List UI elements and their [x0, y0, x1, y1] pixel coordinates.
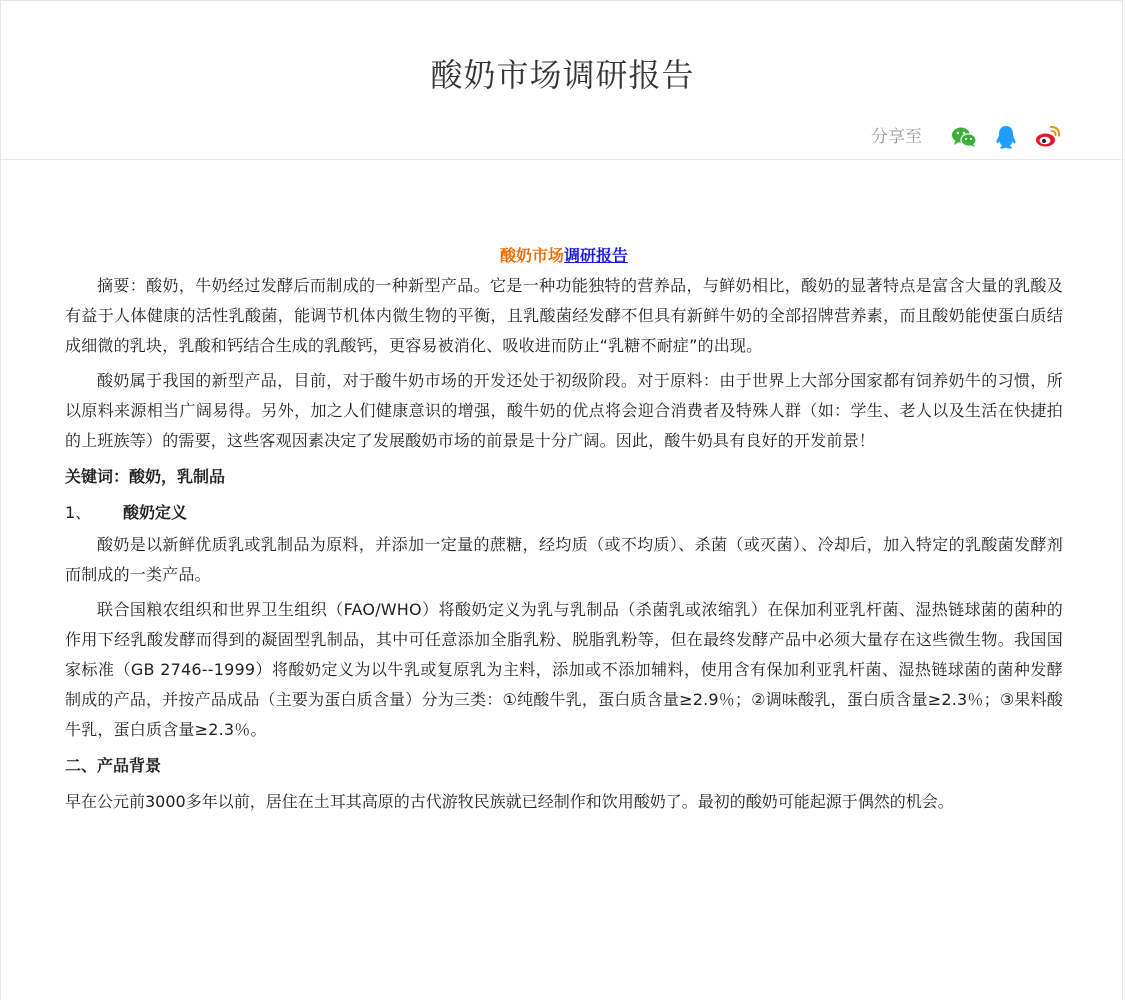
share-label: 分享至: [871, 127, 922, 147]
section2-title: 二、产品背景: [65, 756, 162, 775]
section1-heading: [65, 498, 1063, 528]
article-content: [65, 241, 1063, 817]
intro-paragraph: 酸奶属于我国的新型产品，目前，对于酸牛奶市场的开发还处于初级阶段。对于原料：由于世界上大部分国家都有饲养奶牛的习惯，所以原料来源相当广阔易得。另外，加之人们健康意识的增强，酸牛奶的优点将会迎合消费者及特殊人群（如：学生、老人以及生活在快捷拍的上班族等）的需要，这些客观因素决定了发展酸奶市场的前景是十分广阔。因此，酸牛奶具有良好的开发前景！: [65, 371, 1063, 450]
article-title: [65, 241, 1063, 271]
definition-paragraph: 酸奶是以新鲜优质乳或乳制品为原料，并添加一定量的蔗糖，经均质（或不均质）、杀菌（或灭菌）、冷却后，加入特定的乳酸菌发酵剂而制成的一类产品。: [65, 535, 1063, 584]
keywords-line: 关键词：酸奶，乳制品: [65, 467, 226, 486]
article-title-part1: 酸奶市场: [499, 246, 564, 265]
section1-title: 酸奶定义: [123, 503, 188, 522]
page-title: 酸奶市场调研报告: [430, 56, 695, 94]
fao-who-paragraph: 联合国粮农组织和世界卫生组织（FAO/WHO）将酸奶定义为乳与乳制品（杀菌乳或浓缩乳）在保加利亚乳杆菌、湿热链球菌的菌种的作用下经乳酸发酵而得到的凝固型乳制品，其中可任意添加全脂乳粉、脱脂乳粉等，但在最终发酵产品中必须大量存在这些微生物。我国国家标准（GB 2746--1999）将酸奶定义为以牛乳或复原乳为主料，添加或不添加辅料，使用含有保加利亚乳杆菌、湿热链球菌的菌种发酵制成的产品，并按产品成品（主要为蛋白质含量）分为三类：①纯酸牛乳，蛋白质含量≥2.9％；②调味酸乳，蛋白质含量≥2.3％；③果料酸牛乳，蛋白质含量≥2.3％。: [65, 600, 1063, 739]
weibo-icon[interactable]: [1034, 123, 1062, 151]
article-title-link[interactable]: 调研报告: [564, 246, 629, 265]
abstract-paragraph: 摘要：酸奶，牛奶经过发酵后而制成的一种新型产品。它是一种功能独特的营养品，与鲜奶相比，酸奶的显著特点是富含大量的乳酸及有益于人体健康的活性乳酸菌，能调节机体内微生物的平衡，且乳酸菌经发酵不但具有新鲜牛奶的全部招牌营养素，而且酸奶能使蛋白质结成细微的乳块，乳酸和钙结合生成的乳酸钙，更容易被消化、吸收进而防止“乳糖不耐症”的出现。: [65, 276, 1063, 355]
page-header: [1, 1, 1124, 160]
background-paragraph: 早在公元前3000多年以前，居住在土耳其高原的古代游牧民族就已经制作和饮用酸奶了。最初的酸奶可能起源于偶然的机会。: [65, 792, 954, 811]
wechat-icon[interactable]: [950, 123, 978, 151]
share-bar: [871, 123, 1062, 151]
section1-number: 1、: [65, 503, 92, 522]
qq-icon[interactable]: [992, 123, 1020, 151]
